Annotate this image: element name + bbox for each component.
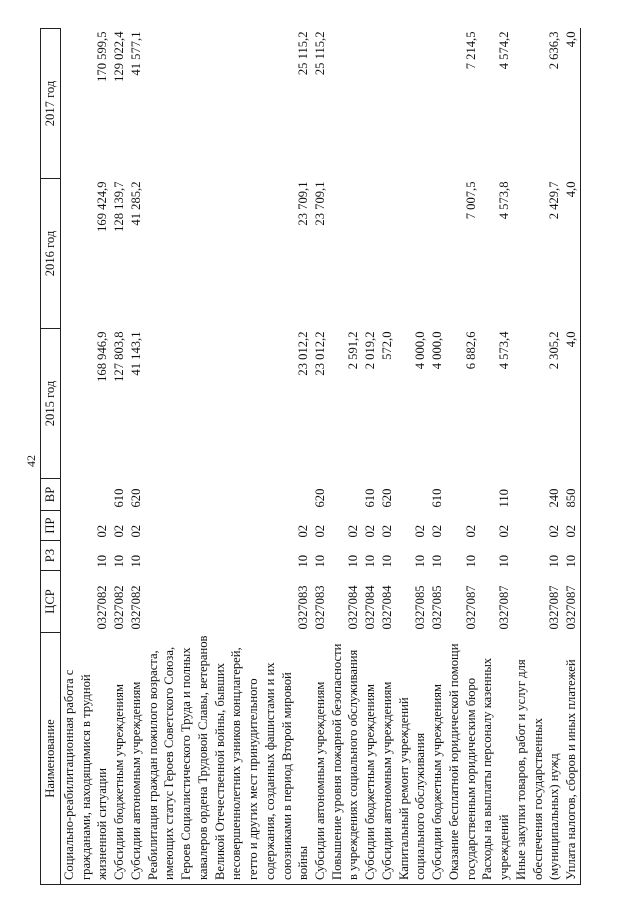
table-row bbox=[513, 29, 563, 885]
row-value-2015: 127 803,8 bbox=[112, 331, 127, 382]
header-2015: 2015 год bbox=[41, 329, 61, 479]
row-rz: 10 bbox=[346, 554, 361, 568]
row-rz: 10 bbox=[379, 554, 394, 568]
row-vr: 620 bbox=[128, 488, 143, 508]
row-value-2016 bbox=[329, 179, 362, 329]
row-csr: 0327083 bbox=[296, 585, 311, 630]
row-pr: 02 bbox=[128, 524, 143, 538]
row-rz: 10 bbox=[547, 554, 562, 568]
row-name: Капитальный ремонт учреждений социального обслуживания bbox=[396, 633, 429, 885]
row-name: Субсидии автономным учреждениям bbox=[128, 633, 145, 885]
header-csr: ЦСР bbox=[41, 571, 61, 633]
row-pr: 02 bbox=[547, 524, 562, 538]
row-pr: 02 bbox=[313, 524, 328, 538]
row-name: Расходы на выплаты персоналу казенных учреждений bbox=[479, 633, 512, 885]
row-vr: 620 bbox=[379, 488, 394, 508]
row-vr: 610 bbox=[430, 488, 445, 508]
row-csr: 0327084 bbox=[379, 585, 394, 630]
row-name: Уплата налогов, сборов и иных платежей bbox=[563, 633, 580, 885]
row-rz: 10 bbox=[463, 554, 478, 568]
budget-table bbox=[40, 28, 581, 885]
row-pr: 02 bbox=[563, 511, 580, 541]
row-name: Субсидии автономным учреждениям bbox=[379, 633, 396, 885]
row-pr: 02 bbox=[112, 524, 127, 538]
row-value-2016: 4 573,8 bbox=[497, 181, 512, 220]
row-csr: 0327082 bbox=[112, 585, 127, 630]
row-csr: 0327085 bbox=[413, 585, 428, 630]
row-pr: 02 bbox=[346, 524, 361, 538]
row-value-2016: 7 007,5 bbox=[463, 181, 478, 220]
table-row bbox=[61, 29, 112, 885]
row-rz: 10 bbox=[112, 554, 127, 568]
table-header-row bbox=[41, 29, 61, 885]
row-value-2017 bbox=[362, 29, 379, 179]
row-value-2017: 7 214,5 bbox=[463, 31, 478, 70]
row-name: Субсидии бюджетным учреждениям bbox=[111, 633, 128, 885]
row-pr: 02 bbox=[296, 524, 311, 538]
row-pr: 02 bbox=[463, 524, 478, 538]
row-vr bbox=[145, 479, 312, 511]
row-value-2017: 25 115,2 bbox=[313, 31, 328, 76]
row-rz: 10 bbox=[363, 554, 378, 568]
table-row bbox=[362, 29, 379, 885]
row-value-2017 bbox=[429, 29, 446, 179]
table-row bbox=[312, 29, 329, 885]
row-value-2016: 4,0 bbox=[563, 179, 580, 329]
row-value-2017: 4,0 bbox=[563, 29, 580, 179]
row-csr: 0327085 bbox=[430, 585, 445, 630]
row-vr: 850 bbox=[563, 479, 580, 511]
table-row bbox=[128, 29, 145, 885]
row-value-2017 bbox=[379, 29, 396, 179]
row-value-2016: 2 429,7 bbox=[547, 181, 562, 220]
row-value-2017 bbox=[396, 29, 429, 179]
table-row bbox=[329, 29, 362, 885]
row-vr bbox=[396, 479, 429, 511]
row-vr: 620 bbox=[313, 488, 328, 508]
row-vr: 110 bbox=[497, 489, 512, 508]
row-rz: 10 bbox=[313, 554, 328, 568]
row-name: Реабилитация граждан пожилого возраста, имеющих статус Героев Советского Союза, Героев Социалистического Труда и полных кавалеров ордена Трудовой Славы, ветеранов Великой Отечественной войны, бывших несовершеннолетних узников концлагерей, гетто и других мест принудительного содержания, созданных фашистами и их союзниками в период Второй мировой войны bbox=[145, 633, 312, 885]
header-pr: ПР bbox=[41, 511, 61, 541]
row-value-2016 bbox=[362, 179, 379, 329]
row-value-2015: 2 305,2 bbox=[547, 331, 562, 370]
row-value-2015: 168 946,9 bbox=[95, 331, 110, 382]
row-csr: 0327082 bbox=[128, 585, 143, 630]
row-value-2015: 2 591,2 bbox=[346, 331, 361, 370]
row-csr: 0327087 bbox=[563, 571, 580, 633]
row-name: Повышение уровня пожарной безопасности в учреждениях социального обслуживания bbox=[329, 633, 362, 885]
row-value-2016 bbox=[429, 179, 446, 329]
row-name: Субсидии автономным учреждениям bbox=[312, 633, 329, 885]
row-csr: 0327084 bbox=[363, 585, 378, 630]
row-pr: 02 bbox=[363, 524, 378, 538]
row-value-2015: 4 000,0 bbox=[413, 331, 428, 370]
row-value-2016: 169 424,9 bbox=[95, 181, 110, 232]
row-value-2015: 23 012,2 bbox=[313, 331, 328, 376]
row-value-2015: 4,0 bbox=[563, 329, 580, 479]
row-value-2016: 128 139,7 bbox=[112, 181, 127, 232]
table-row bbox=[111, 29, 128, 885]
row-value-2015: 6 882,6 bbox=[463, 331, 478, 370]
row-value-2016 bbox=[379, 179, 396, 329]
table-row bbox=[396, 29, 429, 885]
row-value-2015: 572,0 bbox=[379, 331, 394, 360]
row-vr: 610 bbox=[112, 488, 127, 508]
row-value-2016: 41 285,2 bbox=[128, 181, 143, 226]
row-value-2015: 41 143,1 bbox=[128, 331, 143, 376]
row-pr: 02 bbox=[95, 524, 110, 538]
header-rz: РЗ bbox=[41, 541, 61, 571]
row-value-2015: 2 019,2 bbox=[363, 331, 378, 370]
row-vr bbox=[329, 479, 362, 511]
header-2017: 2017 год bbox=[41, 29, 61, 179]
row-value-2016: 23 709,1 bbox=[296, 181, 311, 226]
table-row bbox=[379, 29, 396, 885]
row-rz: 10 bbox=[563, 541, 580, 571]
table-row bbox=[563, 29, 580, 885]
row-value-2017: 2 636,3 bbox=[547, 31, 562, 70]
row-name: Социально-реабилитационная работа с гражданами, находящимися в трудной жизненной ситуации bbox=[61, 633, 112, 885]
row-vr: 610 bbox=[363, 488, 378, 508]
row-rz: 10 bbox=[413, 554, 428, 568]
header-2016: 2016 год bbox=[41, 179, 61, 329]
row-value-2017: 129 022,4 bbox=[112, 31, 127, 82]
row-name: Иные закупки товаров, работ и услуг для обеспечения государственных (муниципальных) нужд bbox=[513, 633, 563, 885]
row-vr: 240 bbox=[547, 488, 562, 508]
row-value-2017 bbox=[329, 29, 362, 179]
table-body bbox=[61, 29, 581, 885]
header-name: Наименование bbox=[41, 633, 61, 885]
row-name: Оказание бесплатной юридической помощи государственным юридическим бюро bbox=[446, 633, 479, 885]
row-csr: 0327083 bbox=[313, 585, 328, 630]
row-csr: 0327082 bbox=[95, 585, 110, 630]
table-row bbox=[145, 29, 312, 885]
row-rz: 10 bbox=[128, 554, 143, 568]
row-pr: 02 bbox=[413, 524, 428, 538]
row-csr: 0327087 bbox=[463, 585, 478, 630]
row-pr: 02 bbox=[430, 524, 445, 538]
row-name: Субсидии бюджетным учреждениям bbox=[362, 633, 379, 885]
row-value-2017: 170 599,5 bbox=[95, 31, 110, 82]
row-rz: 10 bbox=[497, 554, 512, 568]
row-value-2017: 25 115,2 bbox=[296, 31, 311, 76]
row-csr: 0327087 bbox=[547, 585, 562, 630]
row-pr: 02 bbox=[379, 524, 394, 538]
row-value-2017: 41 577,1 bbox=[128, 31, 143, 76]
table-row bbox=[479, 29, 512, 885]
row-csr: 0327084 bbox=[346, 585, 361, 630]
row-vr bbox=[61, 479, 112, 511]
row-value-2016: 23 709,1 bbox=[313, 181, 328, 226]
row-rz: 10 bbox=[296, 554, 311, 568]
row-csr: 0327087 bbox=[497, 585, 512, 630]
row-value-2017: 4 574,2 bbox=[497, 31, 512, 70]
row-rz: 10 bbox=[95, 554, 110, 568]
row-value-2015: 4 000,0 bbox=[430, 331, 445, 370]
header-vr: ВР bbox=[41, 479, 61, 511]
page-number: 42 bbox=[24, 455, 38, 467]
row-value-2015: 4 573,4 bbox=[497, 331, 512, 370]
row-value-2015: 23 012,2 bbox=[296, 331, 311, 376]
row-name: Субсидии бюджетным учреждениям bbox=[429, 633, 446, 885]
row-value-2016 bbox=[396, 179, 429, 329]
row-rz: 10 bbox=[430, 554, 445, 568]
table-row bbox=[429, 29, 446, 885]
row-pr: 02 bbox=[497, 524, 512, 538]
table-row bbox=[446, 29, 479, 885]
row-vr bbox=[446, 479, 479, 511]
